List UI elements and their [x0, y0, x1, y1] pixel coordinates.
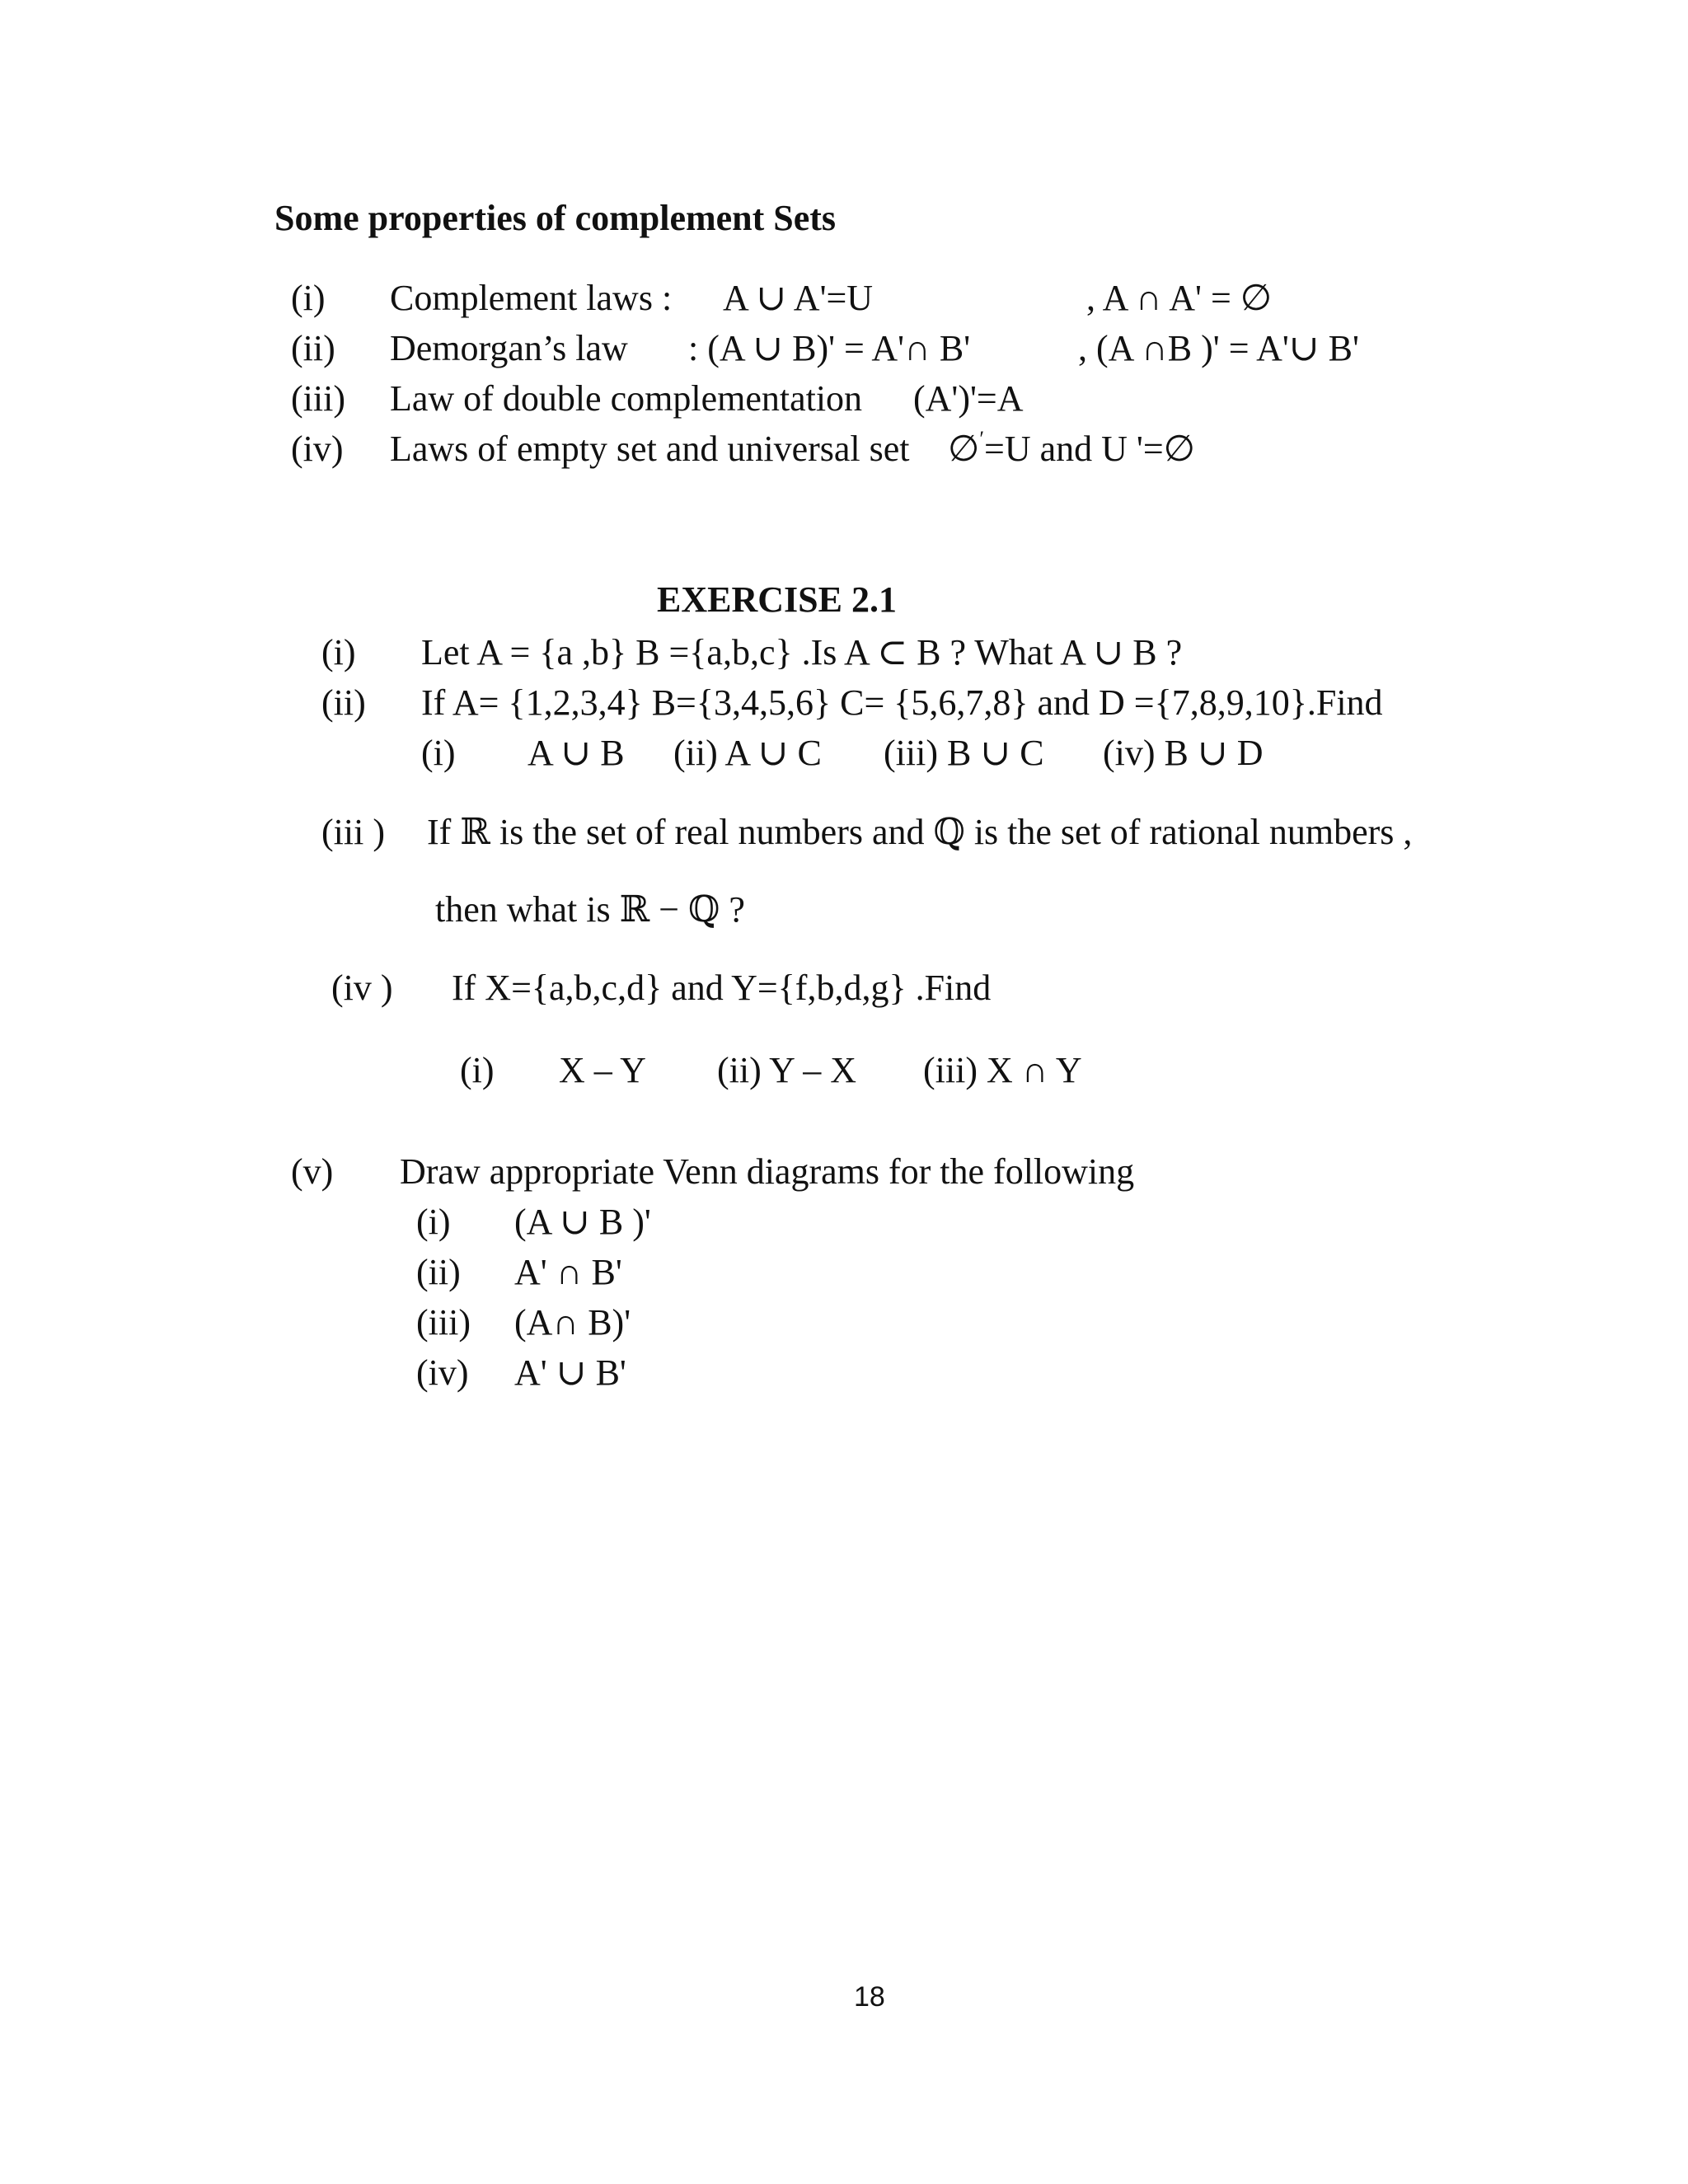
subpart-expr: (iv) B ∪ D [1103, 733, 1264, 773]
subpart-num: (i) [460, 1050, 495, 1090]
question-text: If ℝ is the set of real numbers and ℚ is the set of rational numbers , [427, 812, 1413, 852]
question-num: (v) [291, 1151, 334, 1192]
prime-mark: ′ [979, 427, 985, 451]
subpart-expr: (ii) A ∪ C [673, 733, 822, 773]
subpart-expr: (ii) Y – X [717, 1050, 857, 1090]
subpart-num: (iv) [416, 1352, 469, 1393]
subpart-expr: (A ∪ B )' [514, 1202, 651, 1242]
property-num: (i) [291, 278, 326, 318]
property-name: Demorgan’s law [390, 328, 628, 368]
subpart-expr: A ∪ B [528, 733, 625, 773]
subpart-num: (i) [416, 1202, 451, 1242]
property-formula [948, 427, 1195, 469]
subpart-expr: A' ∪ B' [514, 1352, 626, 1393]
subpart-num: (ii) [416, 1252, 461, 1292]
property-name: Law of double complementation [390, 378, 863, 419]
question-text: Let A = {a ,b} B ={a,b,c} .Is A ⊂ B ? What A ∪ B ? [421, 632, 1183, 673]
question-num: (iii ) [321, 812, 385, 852]
page-number: 18 [854, 1981, 885, 2013]
question-num: (iv ) [331, 968, 393, 1008]
property-formula: A ∪ A'=U [723, 278, 874, 318]
subpart-num: (iii) [416, 1302, 471, 1343]
subpart-expr: (iii) X ∩ Y [923, 1050, 1082, 1090]
section-title: Some properties of complement Sets [274, 198, 837, 238]
subpart-num: (i) [421, 733, 456, 773]
property-name: Complement laws : [390, 278, 673, 318]
question-num: (i) [321, 632, 356, 673]
exercise-title: EXERCISE 2.1 [657, 579, 897, 620]
question-text: Draw appropriate Venn diagrams for the following [400, 1151, 1135, 1192]
property-formula: : (A ∪ B)' = A'∩ B' [688, 328, 971, 368]
property-formula: (A')'=A [913, 378, 1024, 419]
subpart-expr: A' ∩ B' [514, 1252, 622, 1292]
property-num: (iii) [291, 378, 345, 419]
property-name: Laws of empty set and universal set [390, 429, 910, 469]
empty-set-symbol: ∅ [948, 429, 980, 469]
question-text-line2: then what is ℝ − ℚ ? [435, 889, 745, 930]
question-text: If A= {1,2,3,4} B={3,4,5,6} C= {5,6,7,8} and D ={7,8,9,10}.Find [421, 682, 1383, 723]
property-num: (iv) [291, 429, 344, 469]
subpart-expr: (iii) B ∪ C [884, 733, 1044, 773]
subpart-expr: X – Y [559, 1050, 646, 1090]
subpart-expr: (A∩ B)' [514, 1302, 631, 1343]
property-num: (ii) [291, 328, 335, 368]
question-text: If X={a,b,c,d} and Y={f,b,d,g} .Find [452, 968, 992, 1008]
question-num: (ii) [321, 682, 366, 723]
property-formula-2: , A ∩ A' = ∅ [1086, 278, 1273, 318]
property-formula-rest: =U and U '=∅ [984, 429, 1195, 469]
property-formula-2: , (A ∩B )' = A'∪ B' [1078, 328, 1359, 368]
